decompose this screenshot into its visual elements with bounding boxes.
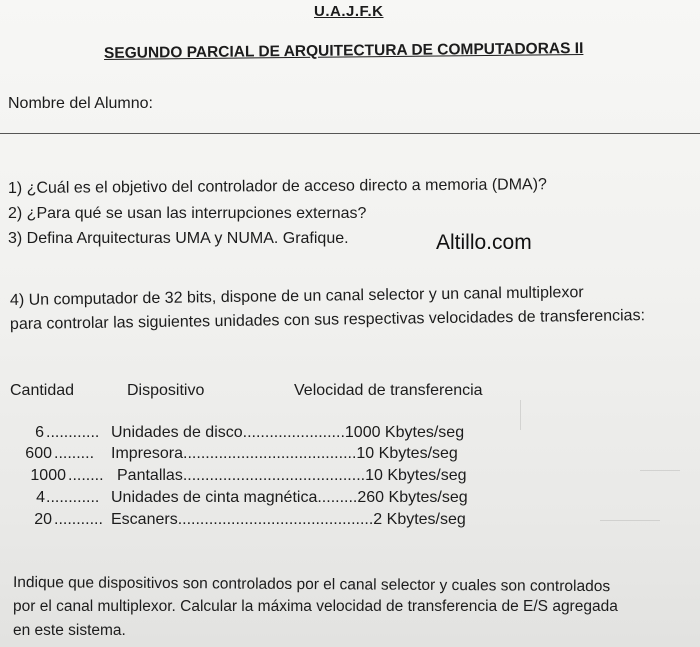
question-4-line-1: 4) Un computador de 32 bits, dispone de un canal selector y un canal multiplexor [9, 283, 584, 309]
row-device-name: Unidades de cinta magnética [111, 489, 318, 506]
row-quantity: 20 [34, 511, 52, 528]
question-2: 2) ¿Para qué se usan las interrupciones externas? [8, 205, 367, 222]
student-name-line [0, 133, 700, 134]
row-speed: 1000 Kbytes/seg [344, 424, 465, 441]
row-quantity: 1000 [30, 467, 66, 484]
paper-speck [520, 400, 521, 430]
row-quantity: 600 [25, 445, 52, 462]
question-1: 1) ¿Cuál es el objetivo del controlador de acceso directo a memoria (DMA)? [7, 176, 547, 197]
row-device [111, 489, 468, 507]
row-speed: 10 Kbytes/seg [356, 445, 458, 462]
row-speed: 2 Kbytes/seg [373, 511, 466, 528]
institution-name: U.A.J.F.K [314, 3, 384, 20]
row-speed: 260 Kbytes/seg [357, 489, 468, 506]
row-quantity: 6 [35, 424, 44, 441]
row-device-name: Pantallas [117, 467, 183, 484]
row-fill-dots: ......................................... [182, 467, 366, 484]
paper-speck [640, 470, 680, 471]
exam-title: SEGUNDO PARCIAL DE ARQUITECTURA DE COMPUTADORAS II [103, 39, 584, 62]
row-device-name: Escaners [111, 511, 178, 528]
student-name-label: Nombre del Alumno: [8, 95, 153, 112]
row-device [111, 424, 464, 442]
row-device [111, 445, 458, 463]
question-4-line-2: para controlar las siguientes unidades con sus respectivas velocidades de transferencias: [9, 307, 646, 333]
column-header-speed: Velocidad de transferencia [294, 382, 483, 399]
row-device [111, 511, 466, 529]
row-fill-dots: ......... [317, 489, 358, 506]
row-fill-dots: ....................... [242, 424, 345, 441]
row-quantity: 4 [36, 489, 45, 506]
paper-speck [600, 520, 660, 521]
row-leader-dots: ......... [54, 445, 95, 462]
watermark: Altillo.com [436, 231, 532, 254]
row-device [117, 467, 467, 485]
row-fill-dots: ............................................ [177, 511, 374, 528]
row-fill-dots: ....................................... [183, 445, 357, 462]
closing-line-2: por el canal multiplexor. Calcular la máxima velocidad de transferencia de E/S agregada [13, 598, 618, 615]
row-device-name: Unidades de disco [111, 424, 243, 441]
column-header-device: Dispositivo [127, 382, 205, 399]
closing-line-1: Indique que dispositivos son controlados por el canal selector y cuales son controlados [12, 574, 611, 596]
row-leader-dots: ............ [46, 424, 100, 441]
row-speed: 10 Kbytes/seg [365, 467, 467, 484]
row-leader-dots: ............ [46, 489, 100, 506]
column-header-quantity: Cantidad [10, 382, 75, 399]
row-leader-dots: ........ [68, 467, 104, 484]
question-3: 3) Defina Arquitecturas UMA y NUMA. Grafique. [8, 230, 349, 247]
closing-line-3: en este sistema. [13, 622, 126, 639]
row-device-name: Impresora [111, 445, 184, 462]
row-leader-dots: ........... [54, 511, 103, 528]
